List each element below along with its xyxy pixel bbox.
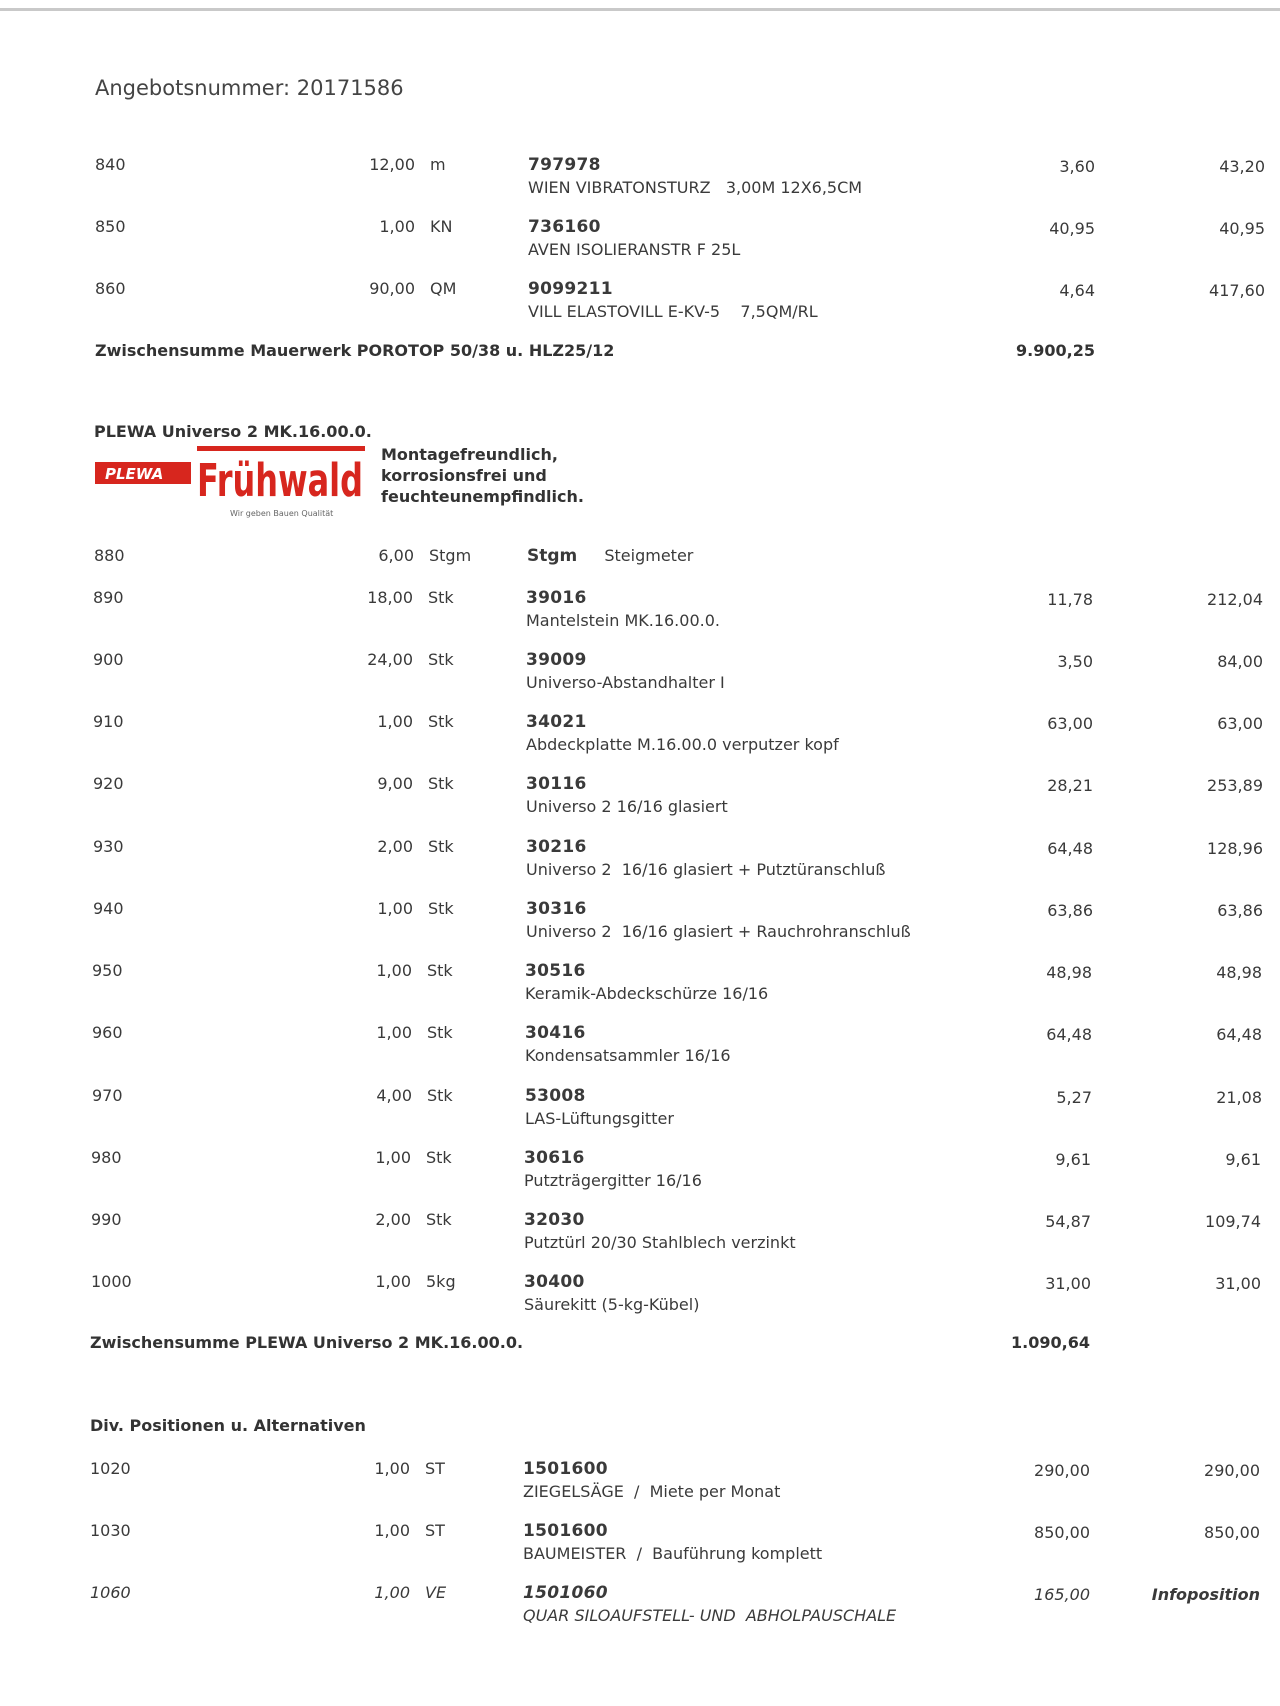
unit-price: 63,00 [1047, 714, 1093, 733]
article-description: VILL ELASTOVILL E-KV-5 7,5QM/RL [528, 302, 818, 321]
quantity: 6,00 [378, 546, 414, 565]
article [527, 546, 1047, 566]
unit: Stk [426, 1148, 452, 1167]
offer-number: Angebotsnummer: 20171586 [95, 76, 404, 100]
quantity: 2,00 [375, 1210, 411, 1229]
info-position-label: Infoposition [1151, 1585, 1260, 1604]
unit: Stgm [429, 546, 472, 565]
position-number: 1020 [90, 1459, 131, 1478]
position-number: 840 [95, 155, 126, 174]
unit: Stk [428, 712, 454, 731]
logo-slogan-text: Wir geben Bauen Qualität [230, 509, 334, 518]
subtotal-row [95, 341, 1105, 360]
line-total: 64,48 [1216, 1025, 1262, 1044]
quantity: 12,00 [369, 155, 415, 174]
article-description: Mantelstein MK.16.00.0. [526, 611, 720, 630]
unit: Stk [426, 1210, 452, 1229]
quantity: 9,00 [377, 774, 413, 793]
position-number: 920 [93, 774, 124, 793]
position-number: 960 [92, 1023, 123, 1042]
subtotal-value: 9.900,25 [1016, 341, 1095, 360]
article-description: LAS-Lüftungsgitter [525, 1109, 674, 1128]
unit: Stk [428, 588, 454, 607]
unit-price: 850,00 [1034, 1523, 1090, 1542]
line-total: 40,95 [1219, 219, 1265, 238]
article-code: 30416 [525, 1023, 586, 1043]
quantity: 18,00 [367, 588, 413, 607]
article-code: 30116 [526, 774, 587, 794]
line-total: 850,00 [1204, 1523, 1260, 1542]
line-total: 31,00 [1215, 1274, 1261, 1293]
unit-price: 9,61 [1055, 1150, 1091, 1169]
unit: Stk [428, 837, 454, 856]
subtotal-row [90, 1333, 1100, 1352]
article-description: WIEN VIBRATONSTURZ 3,00M 12X6,5CM [528, 178, 863, 197]
line-total: 21,08 [1216, 1088, 1262, 1107]
unit: ST [425, 1521, 445, 1540]
position-number: 940 [93, 899, 124, 918]
unit-price: 31,00 [1045, 1274, 1091, 1293]
article-code: 9099211 [528, 279, 613, 299]
quantity: 24,00 [367, 650, 413, 669]
quantity: 1,00 [379, 217, 415, 236]
unit-price: 63,86 [1047, 901, 1093, 920]
article-description: Universo 2 16/16 glasiert + Putztüranschluß [526, 860, 886, 879]
article-description: Universo 2 16/16 glasiert [526, 797, 728, 816]
line-total: 417,60 [1209, 281, 1265, 300]
quantity: 1,00 [375, 1148, 411, 1167]
article-description: Keramik-Abdeckschürze 16/16 [525, 984, 769, 1003]
article-code: 39009 [526, 650, 587, 670]
section-heading: Div. Positionen u. Alternativen [90, 1416, 366, 1435]
article-code: 1501600 [523, 1521, 608, 1541]
line-total: 290,00 [1204, 1461, 1260, 1480]
position-number: 850 [95, 217, 126, 236]
position-number: 930 [93, 837, 124, 856]
unit: m [430, 155, 446, 174]
article-description: BAUMEISTER / Bauführung komplett [523, 1544, 823, 1563]
article-code: 1501060 [523, 1583, 608, 1603]
line-total: 63,00 [1217, 714, 1263, 733]
article-code: 736160 [528, 217, 601, 237]
logo-brand-text: Frühwald [197, 454, 363, 507]
line-total: 128,96 [1207, 839, 1263, 858]
unit-price: 290,00 [1034, 1461, 1090, 1480]
article-description: Putztürl 20/30 Stahlblech verzinkt [524, 1233, 796, 1252]
line-total: 84,00 [1217, 652, 1263, 671]
unit: ST [425, 1459, 445, 1478]
unit-price: 40,95 [1049, 219, 1095, 238]
line-total: 212,04 [1207, 590, 1263, 609]
position-number: 1030 [90, 1521, 131, 1540]
claim-line: korrosionsfrei und [381, 466, 547, 485]
unit: Stk [427, 1023, 453, 1042]
article-description: Universo 2 16/16 glasiert + Rauchrohranschluß [526, 922, 911, 941]
unit: Stk [428, 650, 454, 669]
subtotal-label: Zwischensumme PLEWA Universo 2 MK.16.00.0. [90, 1333, 524, 1352]
claim-line: Montagefreundlich, [381, 445, 558, 464]
quantity: 1,00 [377, 712, 413, 731]
unit-price: 5,27 [1056, 1088, 1092, 1107]
article-description: ZIEGELSÄGE / Miete per Monat [523, 1482, 781, 1501]
quantity: 1,00 [374, 1521, 410, 1540]
position-number: 1060 [90, 1583, 131, 1602]
unit-price: 64,48 [1046, 1025, 1092, 1044]
unit-price: 54,87 [1045, 1212, 1091, 1231]
quantity: 1,00 [374, 1583, 410, 1602]
unit-price: 4,64 [1059, 281, 1095, 300]
unit: Stk [428, 899, 454, 918]
article-description: Kondensatsammler 16/16 [525, 1046, 731, 1065]
article-code: Stgm [527, 546, 578, 566]
article-code: 30316 [526, 899, 587, 919]
line-total: 48,98 [1216, 963, 1262, 982]
article-code: 30216 [526, 837, 587, 857]
unit: Stk [428, 774, 454, 793]
unit: KN [430, 217, 453, 236]
quantity: 1,00 [376, 961, 412, 980]
unit-price: 3,50 [1057, 652, 1093, 671]
unit-price: 165,00 [1034, 1585, 1090, 1604]
article-description: Steigmeter [604, 546, 694, 565]
quantity: 1,00 [376, 1023, 412, 1042]
article-code: 1501600 [523, 1459, 608, 1479]
quantity: 2,00 [377, 837, 413, 856]
article-code: 32030 [524, 1210, 585, 1230]
article-code: 30516 [525, 961, 586, 981]
claim-line: feuchteunempfindlich. [381, 487, 584, 506]
article-description: Universo-Abstandhalter I [526, 673, 725, 692]
unit-price: 28,21 [1047, 776, 1093, 795]
article-description: Abdeckplatte M.16.00.0 verputzer kopf [526, 735, 839, 754]
unit: 5kg [426, 1272, 456, 1291]
article-description: QUAR SILOAUFSTELL- UND ABHOLPAUSCHALE [523, 1606, 897, 1625]
quantity: 90,00 [369, 279, 415, 298]
quantity: 1,00 [377, 899, 413, 918]
subtotal-label: Zwischensumme Mauerwerk POROTOP 50/38 u. HLZ25/12 [95, 341, 615, 360]
article-code: 30400 [524, 1272, 585, 1292]
logo-plewa-text: PLEWA [105, 465, 164, 483]
quantity: 1,00 [375, 1272, 411, 1291]
line-total: 43,20 [1219, 157, 1265, 176]
plewa-fruhwald-logo [95, 446, 365, 518]
position-number: 970 [92, 1086, 123, 1105]
section-heading: PLEWA Universo 2 MK.16.00.0. [94, 422, 372, 441]
article-code: 53008 [525, 1086, 586, 1106]
position-number: 900 [93, 650, 124, 669]
article-code: 30616 [524, 1148, 585, 1168]
unit-price: 64,48 [1047, 839, 1093, 858]
position-number: 860 [95, 279, 126, 298]
unit-price: 11,78 [1047, 590, 1093, 609]
subtotal-value: 1.090,64 [1011, 1333, 1090, 1352]
unit: Stk [427, 1086, 453, 1105]
unit-price: 48,98 [1046, 963, 1092, 982]
unit-price: 3,60 [1059, 157, 1095, 176]
article-code: 34021 [526, 712, 587, 732]
position-number: 980 [91, 1148, 122, 1167]
article-description: Putzträgergitter 16/16 [524, 1171, 702, 1190]
quantity: 1,00 [374, 1459, 410, 1478]
position-number: 950 [92, 961, 123, 980]
position-number: 880 [94, 546, 125, 565]
article-description: Säurekitt (5-kg-Kübel) [524, 1295, 700, 1314]
line-total: 109,74 [1205, 1212, 1261, 1231]
position-number: 910 [93, 712, 124, 731]
article-code: 797978 [528, 155, 601, 175]
article-code: 39016 [526, 588, 587, 608]
article-description: AVEN ISOLIERANSTR F 25L [528, 240, 741, 259]
position-number: 990 [91, 1210, 122, 1229]
position-number: 1000 [91, 1272, 132, 1291]
unit: VE [425, 1583, 447, 1602]
position-number: 890 [93, 588, 124, 607]
unit: Stk [427, 961, 453, 980]
line-total: 9,61 [1225, 1150, 1261, 1169]
product-claim [381, 444, 584, 507]
quantity: 4,00 [376, 1086, 412, 1105]
top-divider [0, 8, 1280, 11]
line-total: 253,89 [1207, 776, 1263, 795]
line-total: 63,86 [1217, 901, 1263, 920]
unit: QM [430, 279, 457, 298]
